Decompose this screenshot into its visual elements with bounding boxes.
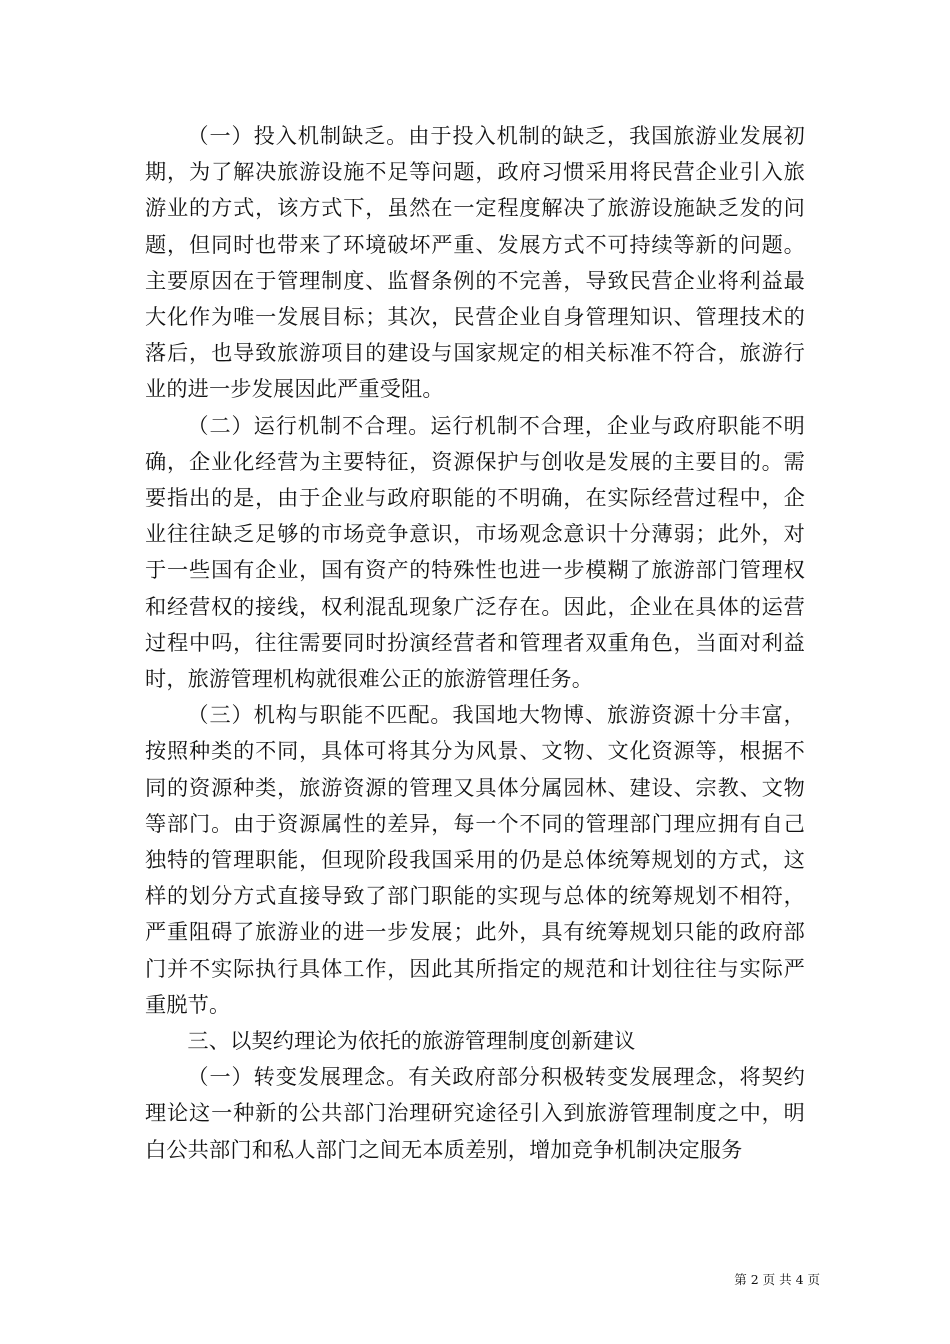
paragraph-institution-function: （三）机构与职能不匹配。我国地大物博、旅游资源十分丰富，按照种类的不同，具体可将其分为风景、文物、文化资源等，根据不同的资源种类，旅游资源的管理又具体分属园林、建设、宗教、文物等部门。由于资源属性的差异，每一个不同的管理部门理应拥有自己独特的管理职能，但现阶段我国采用的仍是总体统筹规划的方式，这样的划分方式直接导致了部门职能的实现与总体的统筹规划不相符，严重阻碍了旅游业的进一步发展；此外，具有统筹规划只能的政府部门并不实际执行具体工作，因此其所指定的规范和计划往往与实际严重脱节。 (145, 702, 805, 1017)
paragraph-operating-mechanism: （二）运行机制不合理。运行机制不合理，企业与政府职能不明确，企业化经营为主要特征，资源保护与创收是发展的主要目的。需要指出的是，由于企业与政府职能的不明确，在实际经营过程中，企业往往缺乏足够的市场竞争意识，市场观念意识十分薄弱；此外，对于一些国有企业，国有资产的特殊性也进一步模糊了旅游部门管理权和经营权的接线，权利混乱现象广泛存在。因此，企业在具体的运营过程中吗，往往需要同时扮演经营者和管理者双重角色，当面对利益时，旅游管理机构就很难公正的旅游管理任务。 (145, 412, 805, 692)
paragraph-investment-mechanism: （一）投入机制缺乏。由于投入机制的缺乏，我国旅游业发展初期，为了解决旅游设施不足等问题，政府习惯采用将民营企业引入旅游业的方式，该方式下，虽然在一定程度解决了旅游设施缺乏发的问题，但同时也带来了环境破坏严重、发展方式不可持续等新的问题。主要原因在于管理制度、监督条例的不完善，导致民营企业将利益最大化作为唯一发展目标；其次，民营企业自身管理知识、管理技术的落后，也导致旅游项目的建设与国家规定的相关标准不符合，旅游行业的进一步发展因此严重受阻。 (145, 123, 805, 402)
paragraph-development-concept: （一）转变发展理念。有关政府部分积极转变发展理念，将契约理论这一种新的公共部门治理研究途径引入到旅游管理制度之中，明白公共部门和私人部门之间无本质差别，增加竞争机制决定服务 (145, 1064, 805, 1162)
document-body (145, 118, 805, 1168)
section-heading: 三、以契约理论为依托的旅游管理制度创新建议 (187, 1028, 636, 1054)
page-number-footer: 第 2 页 共 4 页 (734, 1272, 820, 1287)
